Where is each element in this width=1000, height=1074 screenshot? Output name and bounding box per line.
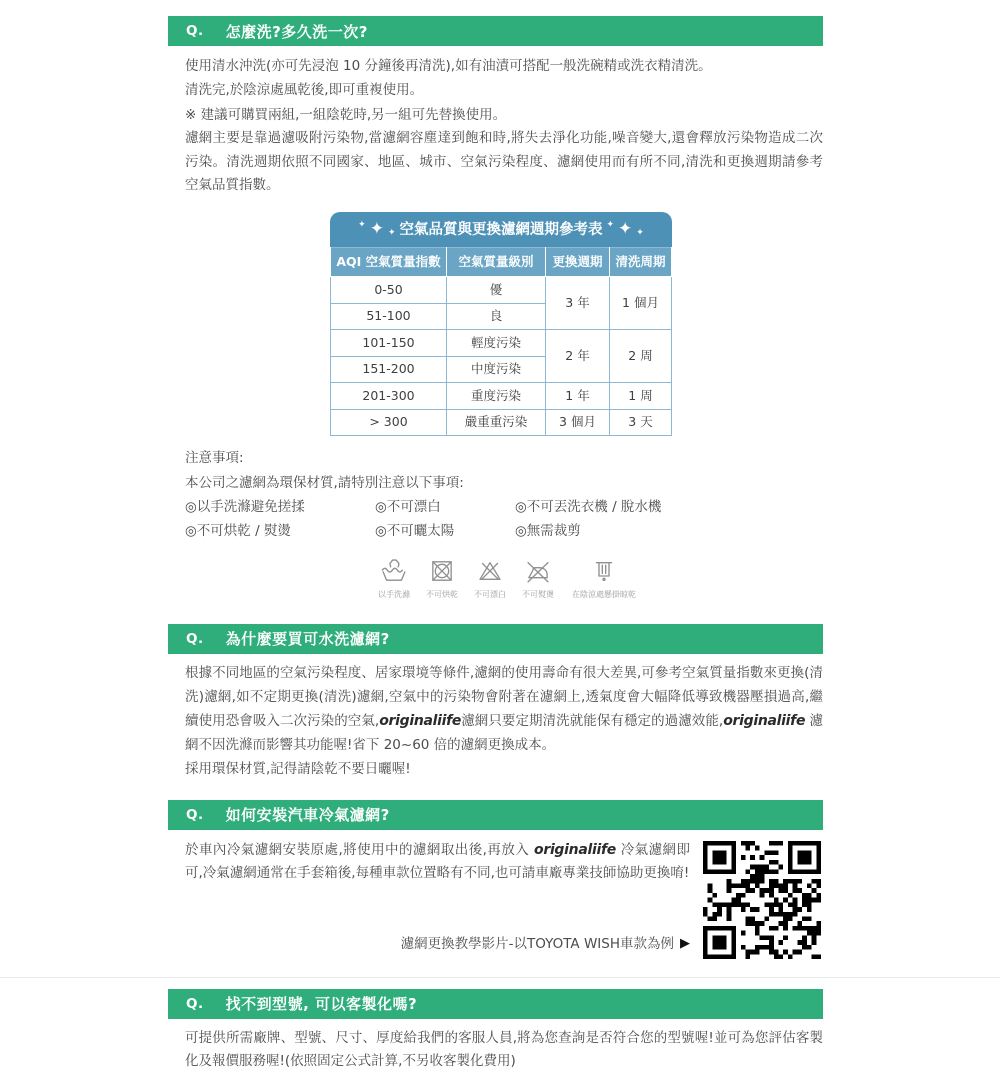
question-title: 找不到型號, 可以客製化嗎? xyxy=(225,995,418,1014)
wash-step-line: 清洗完,於陰涼處風乾後,即可重複使用。 xyxy=(185,82,424,99)
wash-step-line: ※ 建議可購買兩組,一組陰乾時,另一組可先替換使用。 xyxy=(185,106,507,123)
qr-code xyxy=(703,841,821,963)
question-title: 怎麼洗?多久洗一次? xyxy=(225,22,369,41)
q-prefix: Q. xyxy=(186,630,204,647)
install-paragraph xyxy=(185,838,690,886)
q-prefix: Q. xyxy=(186,23,204,39)
faq-page xyxy=(168,16,823,1074)
laundry-symbol xyxy=(370,556,418,602)
sparkle-icon: ✦ xyxy=(606,220,615,231)
question-bar-customization xyxy=(168,989,823,1019)
filter-explanation-paragraph: 濾網主要是靠過濾吸附污染物,當濾網容塵達到飽和時,將失去淨化功能,噪音變大,還會釋放污染物造成二次污染。清洗週期依照不同國家、地區、城市、空氣污染程度、濾網使用而有所不同,清洗和更換週期請參考空氣品質指數。 xyxy=(185,129,823,194)
care-note-item: ◎不可曬太陽 xyxy=(375,523,455,540)
level-cell: 中度污染 xyxy=(447,356,546,383)
aqi-range-cell: 51-100 xyxy=(331,303,447,330)
care-note-item: ◎不可烘乾 / 熨燙 xyxy=(185,523,291,540)
laundry-symbol xyxy=(466,556,514,602)
sparkle-icon: ✦ xyxy=(387,228,396,239)
aqi-range-cell: 201-300 xyxy=(331,383,447,410)
sparkle-icon: ✦ xyxy=(618,219,633,240)
laundry-symbol-label: 不可烘乾 xyxy=(426,589,458,599)
hang-dry-shade-icon xyxy=(589,556,619,586)
table-row xyxy=(331,383,672,410)
care-note-row xyxy=(185,519,823,543)
table-row xyxy=(331,277,672,304)
column-header-wash: 清洗周期 xyxy=(610,247,672,277)
play-arrow-icon: ▶ xyxy=(680,936,690,952)
brand-wordmark: originaliife xyxy=(379,713,462,730)
level-cell: 輕度污染 xyxy=(447,330,546,357)
table-row xyxy=(331,330,672,357)
laundry-symbol xyxy=(562,556,646,602)
level-cell: 嚴重重污染 xyxy=(447,409,546,436)
care-notes xyxy=(185,446,823,543)
column-header-aqi: AQI 空氣質量指數 xyxy=(331,247,447,277)
table-row xyxy=(331,409,672,436)
answer-why-washable xyxy=(168,662,823,782)
paragraph-text: 濾網只要定期清洗就能保有穩定的過濾效能, xyxy=(461,713,724,730)
hand-wash-icon xyxy=(379,556,409,586)
question-title: 如何安裝汽車冷氣濾網? xyxy=(225,806,390,825)
video-caption xyxy=(185,932,690,956)
sparkle-icon: ✦ xyxy=(636,228,644,239)
paragraph-text: 根據不同地區的空氣污染程度、居家環境等條件,濾網的使用壽命有很大差異,可參考空氣質量指數來更換(清洗)濾網,如不定期更換(清洗)濾網,空氣中的污染物會附著在濾網上,透氣度會大幅降低導致機器壓損過高,繼續使用恐會吸入二次污染的空氣, xyxy=(185,664,823,730)
care-note-item: ◎以手洗滌避免搓揉 xyxy=(185,498,305,515)
no-bleach-icon xyxy=(475,556,505,586)
notes-title: 注意事項: xyxy=(185,450,244,467)
aqi-table xyxy=(330,247,672,437)
sparkle-icon: ✦ xyxy=(358,220,366,231)
laundry-symbol-row xyxy=(370,556,823,602)
care-note-item: ◎不可丟洗衣機 / 脫水機 xyxy=(515,498,662,515)
replace-cycle-cell: 1 年 xyxy=(546,383,610,410)
aqi-reference-table xyxy=(330,212,672,437)
care-note-item: ◎無需裁剪 xyxy=(515,523,581,540)
q-prefix: Q. xyxy=(186,806,204,823)
laundry-symbol xyxy=(514,556,562,602)
wash-step-line: 使用清水沖洗(亦可先浸泡 10 分鐘後再清洗),如有油漬可搭配一般洗碗精或洗衣精清洗。 xyxy=(185,58,712,74)
column-header-level: 空氣質量級別 xyxy=(447,247,546,277)
why-washable-paragraph xyxy=(185,662,823,758)
care-note-row xyxy=(185,495,823,519)
laundry-symbol-label: 不可漂白 xyxy=(474,589,506,599)
laundry-symbol-label: 在陰涼處懸掛晾乾 xyxy=(572,589,636,599)
question-bar-why-washable xyxy=(168,624,823,654)
video-caption-text: 濾網更換教學影片-以TOYOTA WISH車款為例 xyxy=(400,935,674,952)
paragraph-text: 濾網不因洗滌而影響其功能喔!省下 20~60 倍的濾網更換成本。 xyxy=(185,713,824,753)
notes-subtitle: 本公司之濾網為環保材質,請特別注意以下事項: xyxy=(185,474,464,491)
install-instructions xyxy=(185,838,690,963)
laundry-symbol-label: 不可熨燙 xyxy=(522,589,554,599)
aqi-table-title-bar xyxy=(330,212,672,247)
bottom-divider xyxy=(0,977,1000,978)
sparkle-icon: ✦ xyxy=(369,219,384,240)
aqi-range-cell: 0-50 xyxy=(331,277,447,304)
question-title: 為什麼要買可水洗濾網? xyxy=(225,630,390,649)
table-header-row xyxy=(331,247,672,277)
wash-cycle-cell: 2 周 xyxy=(610,330,672,383)
question-bar-how-to-wash xyxy=(168,16,823,46)
aqi-range-cell: 151-200 xyxy=(331,356,447,383)
aqi-range-cell: 101-150 xyxy=(331,330,447,357)
replace-cycle-cell: 3 年 xyxy=(546,277,610,330)
customization-paragraph: 可提供所需廠牌、型號、尺寸、厚度給我們的客服人員,將為您查詢是否符合您的型號喔!並可為您評估客製化及報價服務喔!(依照固定公式計算,不另收客製化費用) xyxy=(185,1029,823,1070)
level-cell: 良 xyxy=(447,303,546,330)
replace-cycle-cell: 2 年 xyxy=(546,330,610,383)
paragraph-text: 冷氣濾網通常在手套箱後,每種車款位置略有不同,也可請車廠專業技師協助更換唷! xyxy=(202,865,690,882)
column-header-replace: 更換週期 xyxy=(546,247,610,277)
eco-material-reminder: 採用環保材質,記得請陰乾不要日曬喔! xyxy=(185,761,411,778)
wash-cycle-cell: 1 個月 xyxy=(610,277,672,330)
no-tumble-dry-icon xyxy=(427,556,457,586)
replace-cycle-cell: 3 個月 xyxy=(546,409,610,436)
care-note-item: ◎不可漂白 xyxy=(375,498,441,515)
no-iron-icon xyxy=(523,556,553,586)
wash-cycle-cell: 1 周 xyxy=(610,383,672,410)
paragraph-text: 於車內冷氣濾網安裝原處,將使用中的濾網取出後,再放入 xyxy=(185,841,535,858)
question-bar-install-car-filter xyxy=(168,800,823,830)
level-cell: 優 xyxy=(447,277,546,304)
answer-install xyxy=(168,838,823,963)
answer-customization xyxy=(168,1027,823,1074)
brand-wordmark: originaliife xyxy=(534,841,616,858)
brand-wordmark: originaliife xyxy=(723,713,806,730)
q-prefix: Q. xyxy=(186,995,204,1012)
laundry-symbol xyxy=(418,556,466,602)
paragraph-text: 冷氣濾網即可, xyxy=(185,841,691,882)
level-cell: 重度污染 xyxy=(447,383,546,410)
answer-how-to-wash xyxy=(168,54,823,602)
aqi-table-title: 空氣品質與更換濾網週期參考表 xyxy=(399,221,603,238)
aqi-range-cell: > 300 xyxy=(331,409,447,436)
wash-cycle-cell: 3 天 xyxy=(610,409,672,436)
laundry-symbol-label: 以手洗滌 xyxy=(378,589,410,599)
